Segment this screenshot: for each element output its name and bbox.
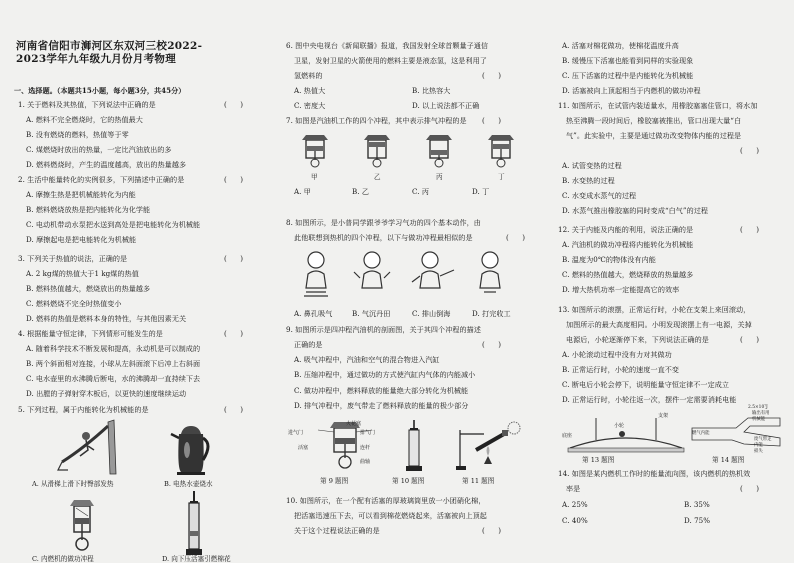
q12-option-d[interactable]: D. 增大热机功率一定能提高它的效率 [562,285,680,294]
label-piston: 活塞 [298,445,309,451]
q7-answer-blank[interactable]: ( ) [482,116,502,125]
four-strokes-figure [296,132,526,172]
q6-stem-line-1: 6. 图中央电视台《新闻联播》报道，我国发射全球首颗量子通信 [286,41,489,50]
flow-fuel-energy: 燃气内能 [692,431,710,436]
stroke-label-yi: 乙 [374,173,381,181]
q5-option-d[interactable]: D. 向下压活塞引燃棉花 [162,555,231,563]
q13-option-b[interactable]: B. 正常运行时，小轮的速度一直不变 [562,365,680,374]
q13-answer-blank[interactable]: ( ) [740,335,760,344]
q5-answer-blank[interactable]: ( ) [224,405,244,414]
q8-stem-line-1: 8. 如图所示，是小普同学跟爷爷学习气功的四个基本动作，由 [286,218,481,227]
q3-option-a[interactable]: A. 2 kg煤的热值大于1 kg煤的热值 [26,269,139,278]
q5-option-c[interactable]: C. 内燃机的做功冲程 [32,555,94,563]
q14-option-d[interactable]: D. 75% [684,516,711,525]
q4-answer-blank[interactable]: ( ) [224,329,244,338]
q14-answer-blank[interactable]: ( ) [740,484,760,493]
q5-option-a[interactable]: A. 从滑梯上滑下时臀部发热 [32,480,114,488]
q1-stem: 1. 关于燃料及其热值，下列说法中正确的是 [18,100,156,109]
q9-stem-line-2: 正确的是 [294,340,323,349]
q12-stem: 12. 关于内能及内能的利用，说法正确的是 [558,225,694,234]
q8-option-b[interactable]: B. 气沉丹田 [352,309,391,318]
engine-power-stroke-figure [62,498,102,556]
q6-stem-line-2: 卫星，发射卫星的火箭使用的燃料主要是液态氢，这是利用了 [294,56,487,65]
q7-option-a[interactable]: A. 甲 [294,187,311,196]
q1-option-b[interactable]: B. 没有燃烧的燃料，热值等于零 [26,130,129,139]
q1-option-d[interactable]: D. 燃料燃烧时，产生的温度越高，放出的热量越多 [26,160,187,169]
q9-option-d[interactable]: D. 排气冲程中，废气带走了燃料释放的能量的极少部分 [294,401,469,410]
q4-option-a[interactable]: A. 随着科学技术不断发展和提高，永动机是可以制成的 [26,344,201,353]
q11-option-b[interactable]: B. 水变热的过程 [562,176,615,185]
flow-loss: 损失 [754,449,763,454]
piston-cotton-figure [184,491,204,557]
stroke-label-ding: 丁 [498,173,505,181]
fig13-caption: 第 13 题图 [582,456,615,464]
q1-option-a[interactable]: A. 燃料不完全燃烧时，它的热值最大 [26,115,143,124]
q10-stem-line-2: 把活塞迅速压下去，可以看到棉花燃烧起来，活塞被向上顶起 [294,511,487,520]
q14-option-c[interactable]: C. 40% [562,516,588,525]
q4-option-d[interactable]: D. 出膛的子弹射穿木板后，以更快的速度继续运动 [26,389,187,398]
test-tube-heating-figure [454,420,524,472]
q2-option-d[interactable]: D. 摩擦起电是把电能转化为机械能 [26,235,137,244]
q14-stem-line-1: 14. 如图是某内燃机工作时的能量流向图，该内燃机的热机效 [558,469,751,478]
q13-stem-line-2: 加图所示的最大高度相同。小明发现滚摆上有一电源，关掉 [566,320,752,329]
label-base: 底座 [562,433,573,439]
q10-answer-blank[interactable]: ( ) [482,526,502,535]
q3-option-b[interactable]: B. 燃料热值越大，燃烧放出的热量越多 [26,284,151,293]
q2-option-a[interactable]: A. 摩擦生热是把机械能转化为内能 [26,190,136,199]
q9-option-c[interactable]: C. 做功冲程中，燃料释放的能量绝大部分转化为机械能 [294,386,469,395]
q3-stem: 3. 下列关于热值的说法，正确的是 [18,254,128,263]
q11-stem-line-3: 气”。此实验中，主要是通过做功改变物体内能的过程是 [566,131,742,140]
q8-option-c[interactable]: C. 排山倒海 [412,309,451,318]
label-spark-plug: 火花塞 [346,421,362,427]
label-connecting-rod: 连杆 [360,445,371,451]
q13-stem-line-1: 13. 如图所示的滚摆，正常运行时，小轮在支架上来回滚动， [558,305,751,314]
exam-title-line-2: 2023学年九年级九月份月考物理 [16,53,177,65]
q9-answer-blank[interactable]: ( ) [482,340,502,349]
q4-stem: 4. 根据能量守恒定律，下列情形可能发生的是 [18,329,163,338]
label-small-wheel: 小轮 [614,423,625,429]
flow-useful-output: 输出有用 [752,411,770,416]
q3-option-d[interactable]: D. 燃料的热值是燃料本身的特性，与其他因素无关 [26,314,187,323]
q10-stem-line-3: 关于这个过程说法正确的是 [294,526,380,535]
q6-stem-line-3: 氢燃料的 [294,71,323,80]
exam-title-line-1: 河南省信阳市浉河区东双河三校2022- [16,40,203,52]
fig11-caption: 第 11 题图 [462,477,495,485]
q1-option-c[interactable]: C. 煤燃烧时放出的热量，一定比汽油放出的多 [26,145,172,154]
electric-kettle-figure [169,420,213,476]
q13-stem-line-3: 电源后，小轮逐渐停下来，下列说法正确的是 [566,335,709,344]
q13-option-c[interactable]: C. 断电后小轮会停下，说明能量守恒定律不一定成立 [562,380,729,389]
q8-answer-blank[interactable]: ( ) [506,233,526,242]
q7-stem: 7. 如图是汽油机工作的四个冲程，其中表示排气冲程的是 [286,116,467,125]
q10-option-c[interactable]: C. 压下活塞的过程中是内能转化为机械能 [562,71,694,80]
fig10-caption: 第 10 题图 [392,477,425,485]
stroke-label-bing: 丙 [436,173,443,181]
q3-answer-blank[interactable]: ( ) [224,254,244,263]
flow-mechanical: 机械能 [752,417,766,422]
q12-answer-blank[interactable]: ( ) [740,225,760,234]
flow-internal: 内能 [754,443,763,448]
q11-option-c[interactable]: C. 水变成水蒸气的过程 [562,191,637,200]
q8-option-d[interactable]: D. 打完收工 [472,309,511,318]
q14-option-b[interactable]: B. 35% [684,500,710,509]
q10-option-a[interactable]: A. 活塞对棉花做功，使棉花温度升高 [562,41,679,50]
q10-stem-line-1: 10. 如图所示，在一个配有活塞的厚玻璃筒里放一小团硝化棉， [286,496,486,505]
q11-stem-line-2: 热至沸腾一段时间后，橡胶塞被推出，管口出现大量“白 [566,116,742,125]
q11-stem-line-1: 11. 如图所示，在试管内装适量水，用橡胶塞塞住管口，将水加 [558,101,758,110]
q9-option-a[interactable]: A. 吸气冲程中，汽油和空气的混合物进入汽缸 [294,355,440,364]
q8-stem-line-2: 此他联想到热机的四个冲程，以下与做功冲程最相似的是 [294,233,473,242]
q7-option-d[interactable]: D. 丁 [472,187,490,196]
q14-stem-line-2: 率是 [566,484,581,493]
q7-option-b[interactable]: B. 乙 [352,187,370,196]
q13-option-d[interactable]: D. 正常运行时，小轮往返一次，摆件一定需要消耗电能 [562,395,737,404]
q12-option-b[interactable]: B. 温度为0℃的物体没有内能 [562,255,656,264]
q12-option-a[interactable]: A. 汽油机的做功冲程将内能转化为机械能 [562,240,694,249]
q6-option-a[interactable]: A. 热值大 [294,86,326,95]
qigong-figures [294,248,530,306]
q7-option-c[interactable]: C. 丙 [412,187,429,196]
q14-option-a[interactable]: A. 25% [562,500,588,509]
q5-stem: 5. 下列过程，属于内能转化为机械能的是 [18,405,149,414]
q2-answer-blank[interactable]: ( ) [224,175,244,184]
q8-option-a[interactable]: A. 鼻孔吸气 [294,309,333,318]
q2-option-b[interactable]: B. 燃料燃烧放热是把内能转化为化学能 [26,205,151,214]
stroke-label-jia: 甲 [311,173,318,181]
q2-option-c[interactable]: C. 电动机带动水泵把水送到高处是把电能转化为机械能 [26,220,201,229]
q5-option-b[interactable]: B. 电热水壶烧水 [164,480,213,488]
fig14-caption: 第 14 题图 [712,456,745,464]
q4-option-b[interactable]: B. 两个斜面相对连接，小球从左斜面滚下后冲上右斜面 [26,359,201,368]
label-exhaust-valve: 排气门 [360,430,376,436]
slide-child-figure [54,418,124,476]
q6-answer-blank[interactable]: ( ) [482,71,502,80]
label-stand: 支架 [658,413,669,419]
q9-option-b[interactable]: B. 压缩冲程中，通过做功的方式使汽缸内气体的内能减小 [294,370,476,379]
q6-option-d[interactable]: D. 以上说法都不正确 [412,101,480,110]
label-inlet-valve: 进气门 [288,430,304,436]
q10-option-b[interactable]: B. 缓慢压下活塞也能看到同样的实验现象 [562,56,694,65]
q3-option-c[interactable]: C. 燃料燃烧不完全时热值变小 [26,299,122,308]
q11-answer-blank[interactable]: ( ) [740,146,760,155]
q10-option-d[interactable]: D. 活塞被向上顶起相当于内燃机的做功冲程 [562,86,701,95]
q9-stem-line-1: 9. 如图所示是四冲程汽油机的剖面图，关于其四个冲程的描述 [286,325,481,334]
label-crankshaft: 曲轴 [360,459,371,465]
q2-stem: 2. 生活中能量转化的实例很多，下列描述中正确的是 [18,175,185,184]
q6-option-c[interactable]: C. 密度大 [294,101,326,110]
flow-exhaust: 废气带走 [754,437,772,442]
fig9-caption: 第 9 题图 [320,477,349,485]
q11-option-a[interactable]: A. 试管变热的过程 [562,161,622,170]
q6-option-b[interactable]: B. 比热容大 [412,86,451,95]
section-heading: 一、选择题。（本题共15小题，每小题3分，共45分） [14,86,186,95]
q4-option-c[interactable]: C. 电水壶里的水沸腾后断电，水的沸腾却一直持续下去 [26,374,201,383]
q11-option-d[interactable]: D. 水蒸气推出橡胶塞的同时变成“白气”的过程 [562,206,709,215]
q1-answer-blank[interactable]: ( ) [224,100,244,109]
flow-value: 2.5×10⁷J [748,405,768,410]
q13-option-a[interactable]: A. 小轮滚动过程中没有力对其做功 [562,350,672,359]
q12-option-c[interactable]: C. 燃料的热值越大，燃烧释放的热量越多 [562,270,694,279]
glass-tube-figure [404,420,424,472]
